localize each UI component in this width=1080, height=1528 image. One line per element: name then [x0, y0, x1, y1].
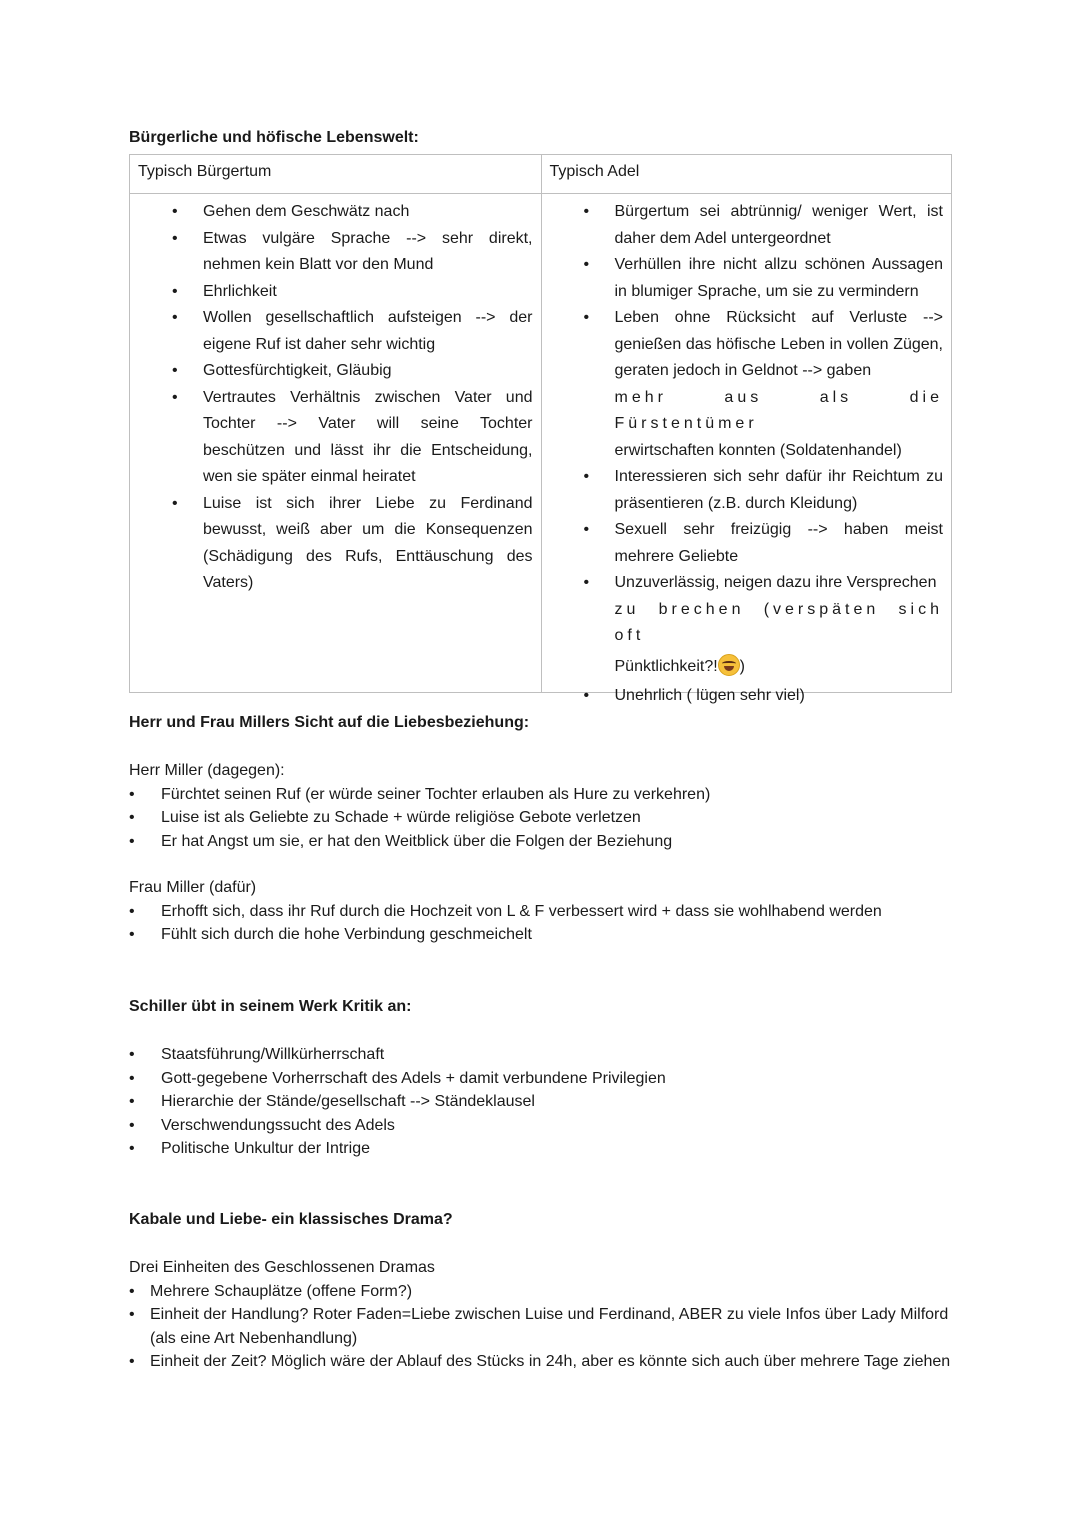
- table-header-row: [130, 155, 952, 194]
- list-item: • Verschwendungssucht des Adels: [129, 1114, 952, 1138]
- list-item-text-spaced: zu brechen (verspäten sich oft: [614, 600, 943, 644]
- buergertum-cell: [130, 194, 542, 693]
- list-item-text: erwirtschaften konnten (Soldatenhandel): [614, 441, 902, 459]
- list-item-text: Pünktlichkeit?!: [614, 657, 718, 675]
- section-heading-miller: Herr und Frau Millers Sicht auf die Liebesbeziehung:: [129, 714, 530, 731]
- list-item: • Fürchtet seinen Ruf (er würde seiner Tochter erlauben als Hure zu verkehren): [129, 783, 952, 807]
- list-item: • Staatsführung/Willkürherrschaft: [129, 1043, 952, 1067]
- frau-miller-label: Frau Miller (dafür): [129, 879, 257, 896]
- buergertum-list: [203, 199, 533, 597]
- adel-cell: [541, 194, 952, 704]
- list-item: • Einheit der Handlung? Roter Faden=Liebe zwischen Luise und Ferdinand, ABER zu viele Infos über Lady Milford (als eine Art Nebenhandlung): [129, 1303, 952, 1350]
- section-heading-kritik: Schiller übt in seinem Werk Kritik an:: [129, 998, 412, 1015]
- section-miller: [129, 713, 952, 947]
- list-item: • Luise ist als Geliebte zu Schade + würde religiöse Gebote verletzen: [129, 806, 952, 830]
- list-item: • Einheit der Zeit? Möglich wäre der Ablauf des Stücks in 24h, aber es könnte sich auch über mehrere Tage ziehen: [129, 1350, 952, 1374]
- herr-miller-label: Herr Miller (dagegen):: [129, 762, 285, 779]
- list-item: • Gehen dem Geschwätz nach: [203, 199, 533, 226]
- list-item: [615, 305, 944, 464]
- comparison-table: [129, 154, 952, 704]
- list-item-text: Leben ohne Rücksicht auf Verluste --> genießen das höfische Leben in vollen Zügen, geraten jedoch in Geldnot --> gaben: [614, 309, 943, 379]
- list-item: • Gottesfürchtigkeit, Gläubig: [203, 358, 533, 385]
- section-heading-drama: Kabale und Liebe- ein klassisches Drama?: [129, 1211, 453, 1228]
- list-item-line: [615, 654, 944, 681]
- list-item: • Politische Unkultur der Intrige: [129, 1137, 952, 1161]
- kritik-list: [129, 1043, 952, 1161]
- frau-miller-list: [129, 900, 952, 947]
- list-item: • Verhüllen ihre nicht allzu schönen Aussagen in blumiger Sprache, um sie zu vermindern: [615, 252, 944, 305]
- drama-list: [129, 1280, 952, 1374]
- list-item: [615, 570, 944, 680]
- list-item: • Hierarchie der Stände/gesellschaft --> Ständeklausel: [129, 1090, 952, 1114]
- list-item: • Interessieren sich sehr dafür ihr Reichtum zu präsentieren (z.B. durch Kleidung): [615, 464, 944, 517]
- table-body-row: [130, 194, 952, 693]
- list-item: • Ehrlichkeit: [203, 279, 533, 306]
- list-item: • Mehrere Schauplätze (offene Form?): [129, 1280, 952, 1304]
- list-item: • Sexuell sehr freizügig --> haben meist mehrere Geliebte: [615, 517, 944, 570]
- list-item: • Erhofft sich, dass ihr Ruf durch die Hochzeit von L & F verbessert wird + dass sie wohlhabend werden: [129, 900, 952, 924]
- list-item-text: • Unzuverlässig, neigen dazu ihre Versprechen: [614, 574, 937, 591]
- list-item-text: ): [739, 657, 745, 675]
- list-item: • Gott-gegebene Vorherrschaft des Adels + damit verbundene Privilegien: [129, 1067, 952, 1091]
- column-header-adel: Typisch Adel: [541, 155, 952, 194]
- list-item: • Wollen gesellschaftlich aufsteigen --> der eigene Ruf ist daher sehr wichtig: [203, 305, 533, 358]
- list-item: • Luise ist sich ihrer Liebe zu Ferdinand bewusst, weiß aber um die Konsequenzen (Schädigung des Rufs, Enttäuschung des Vaters): [203, 491, 533, 597]
- drama-intro: Drei Einheiten des Geschlossenen Dramas: [129, 1259, 435, 1276]
- section-kritik: [129, 997, 952, 1161]
- list-item: • Er hat Angst um sie, er hat den Weitblick über die Folgen der Beziehung: [129, 830, 952, 854]
- section-drama: [129, 1210, 952, 1374]
- list-item: • Fühlt sich durch die hohe Verbindung geschmeichelt: [129, 923, 952, 947]
- list-item: • Vertrautes Verhältnis zwischen Vater und Tochter --> Vater will seine Tochter beschützen und lässt ihr die Entscheidung, wen sie später einmal heiratet: [203, 385, 533, 491]
- laughing-emoji-icon: [718, 654, 740, 676]
- column-header-buergertum: Typisch Bürgertum: [130, 155, 542, 194]
- list-item: • Unehrlich ( lügen sehr viel): [615, 683, 944, 710]
- list-item: • Etwas vulgäre Sprache --> sehr direkt, nehmen kein Blatt vor den Mund: [203, 226, 533, 279]
- adel-list: [615, 199, 944, 710]
- list-item: • Bürgertum sei abtrünnig/ weniger Wert, ist daher dem Adel untergeordnet: [615, 199, 944, 252]
- herr-miller-list: [129, 783, 952, 854]
- list-item-text-spaced: mehr aus als die Fürstentümer: [614, 388, 943, 432]
- section-heading-lebenswelt: Bürgerliche und höfische Lebenswelt:: [129, 129, 419, 146]
